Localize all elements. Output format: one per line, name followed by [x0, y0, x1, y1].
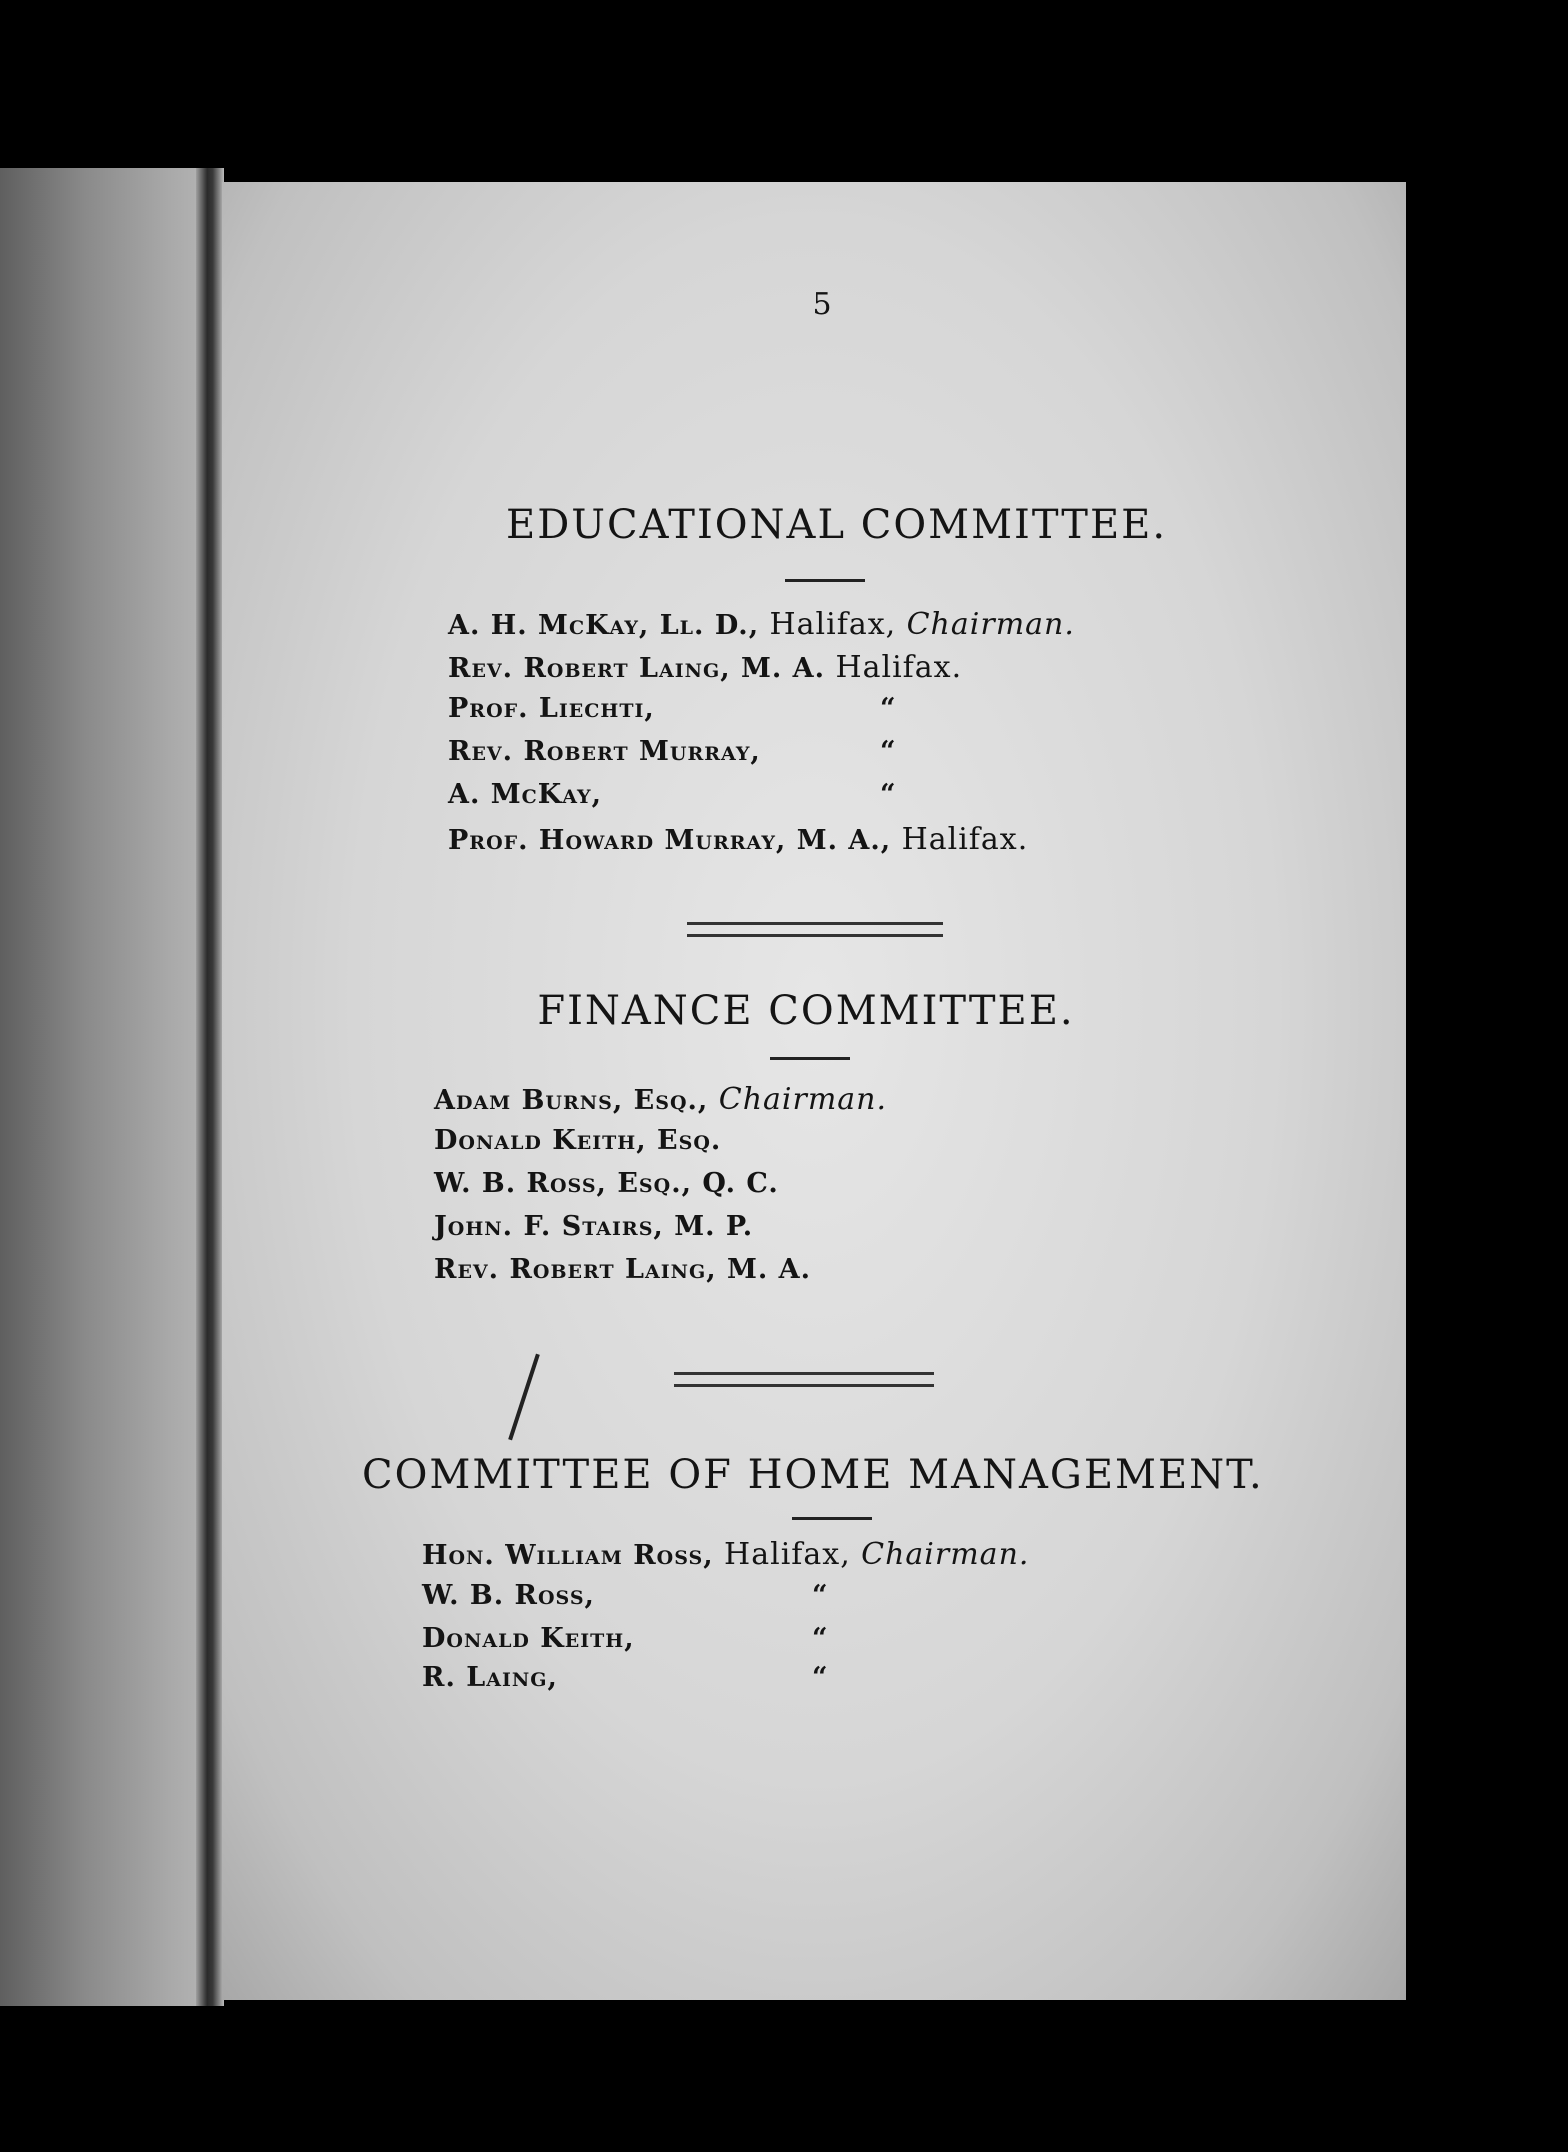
- member-line: [434, 1082, 887, 1117]
- member-line: [422, 1623, 635, 1654]
- page: [222, 182, 1406, 2000]
- ditto-mark: “: [812, 1623, 828, 1654]
- member-role: Chairman.: [906, 607, 1075, 642]
- member-role: Chairman.: [718, 1082, 888, 1117]
- member-role: Chairman.: [861, 1537, 1030, 1572]
- member-line: [422, 1662, 558, 1693]
- section-divider: [674, 1372, 934, 1387]
- page-number: 5: [812, 287, 832, 322]
- ditto-mark: “: [880, 779, 896, 810]
- member-name: R. Laing,: [422, 1662, 558, 1693]
- member-line: [448, 693, 655, 724]
- ditto-mark: “: [812, 1580, 828, 1611]
- home-management-committee-heading: COMMITTEE OF HOME MANAGEMENT.: [362, 1452, 1264, 1498]
- educational-committee-heading: EDUCATIONAL COMMITTEE.: [506, 502, 1168, 548]
- book-gutter: [196, 168, 224, 2006]
- member-name: Adam Burns, Esq.,: [434, 1085, 709, 1116]
- finance-committee-heading: FINANCE COMMITTEE.: [537, 988, 1075, 1034]
- member-line: [434, 1211, 753, 1242]
- member-name: Donald Keith,: [422, 1623, 635, 1654]
- member-name: W. B. Ross, Esq., Q. C.: [434, 1168, 779, 1199]
- pen-stroke: [508, 1354, 540, 1441]
- member-name: Rev. Robert Laing, M. A.: [448, 653, 826, 684]
- member-line: [448, 822, 1028, 857]
- member-place: Halifax.: [835, 650, 963, 685]
- member-line: [448, 607, 1075, 642]
- ditto-mark: “: [880, 693, 896, 724]
- facing-page-edge: [0, 168, 212, 2006]
- member-line: [448, 650, 962, 685]
- member-name: John. F. Stairs, M. P.: [434, 1211, 754, 1242]
- section-divider: [687, 922, 943, 937]
- member-line: [422, 1580, 595, 1611]
- heading-rule: [792, 1517, 872, 1520]
- member-place: Halifax.: [901, 822, 1029, 857]
- member-name: Prof. Howard Murray, M. A.,: [448, 825, 892, 856]
- member-name: A. H. McKay, Ll. D.,: [448, 610, 760, 641]
- member-line: [434, 1125, 721, 1156]
- member-line: [434, 1254, 811, 1285]
- member-line: [448, 779, 602, 810]
- member-name: Rev. Robert Murray,: [448, 736, 761, 767]
- heading-rule: [770, 1057, 850, 1060]
- member-name: Donald Keith, Esq.: [434, 1125, 722, 1156]
- member-line: [448, 736, 761, 767]
- member-place: Halifax,: [724, 1537, 851, 1572]
- member-name: W. B. Ross,: [422, 1580, 595, 1611]
- member-line: [422, 1537, 1029, 1572]
- ditto-mark: “: [812, 1662, 828, 1693]
- member-line: [434, 1168, 779, 1199]
- member-name: Hon. William Ross,: [422, 1540, 714, 1571]
- member-name: Prof. Liechti,: [448, 693, 655, 724]
- heading-rule: [785, 579, 865, 582]
- member-name: A. McKay,: [448, 779, 602, 810]
- ditto-mark: “: [880, 736, 896, 767]
- member-place: Halifax,: [769, 607, 897, 642]
- member-name: Rev. Robert Laing, M. A.: [434, 1254, 812, 1285]
